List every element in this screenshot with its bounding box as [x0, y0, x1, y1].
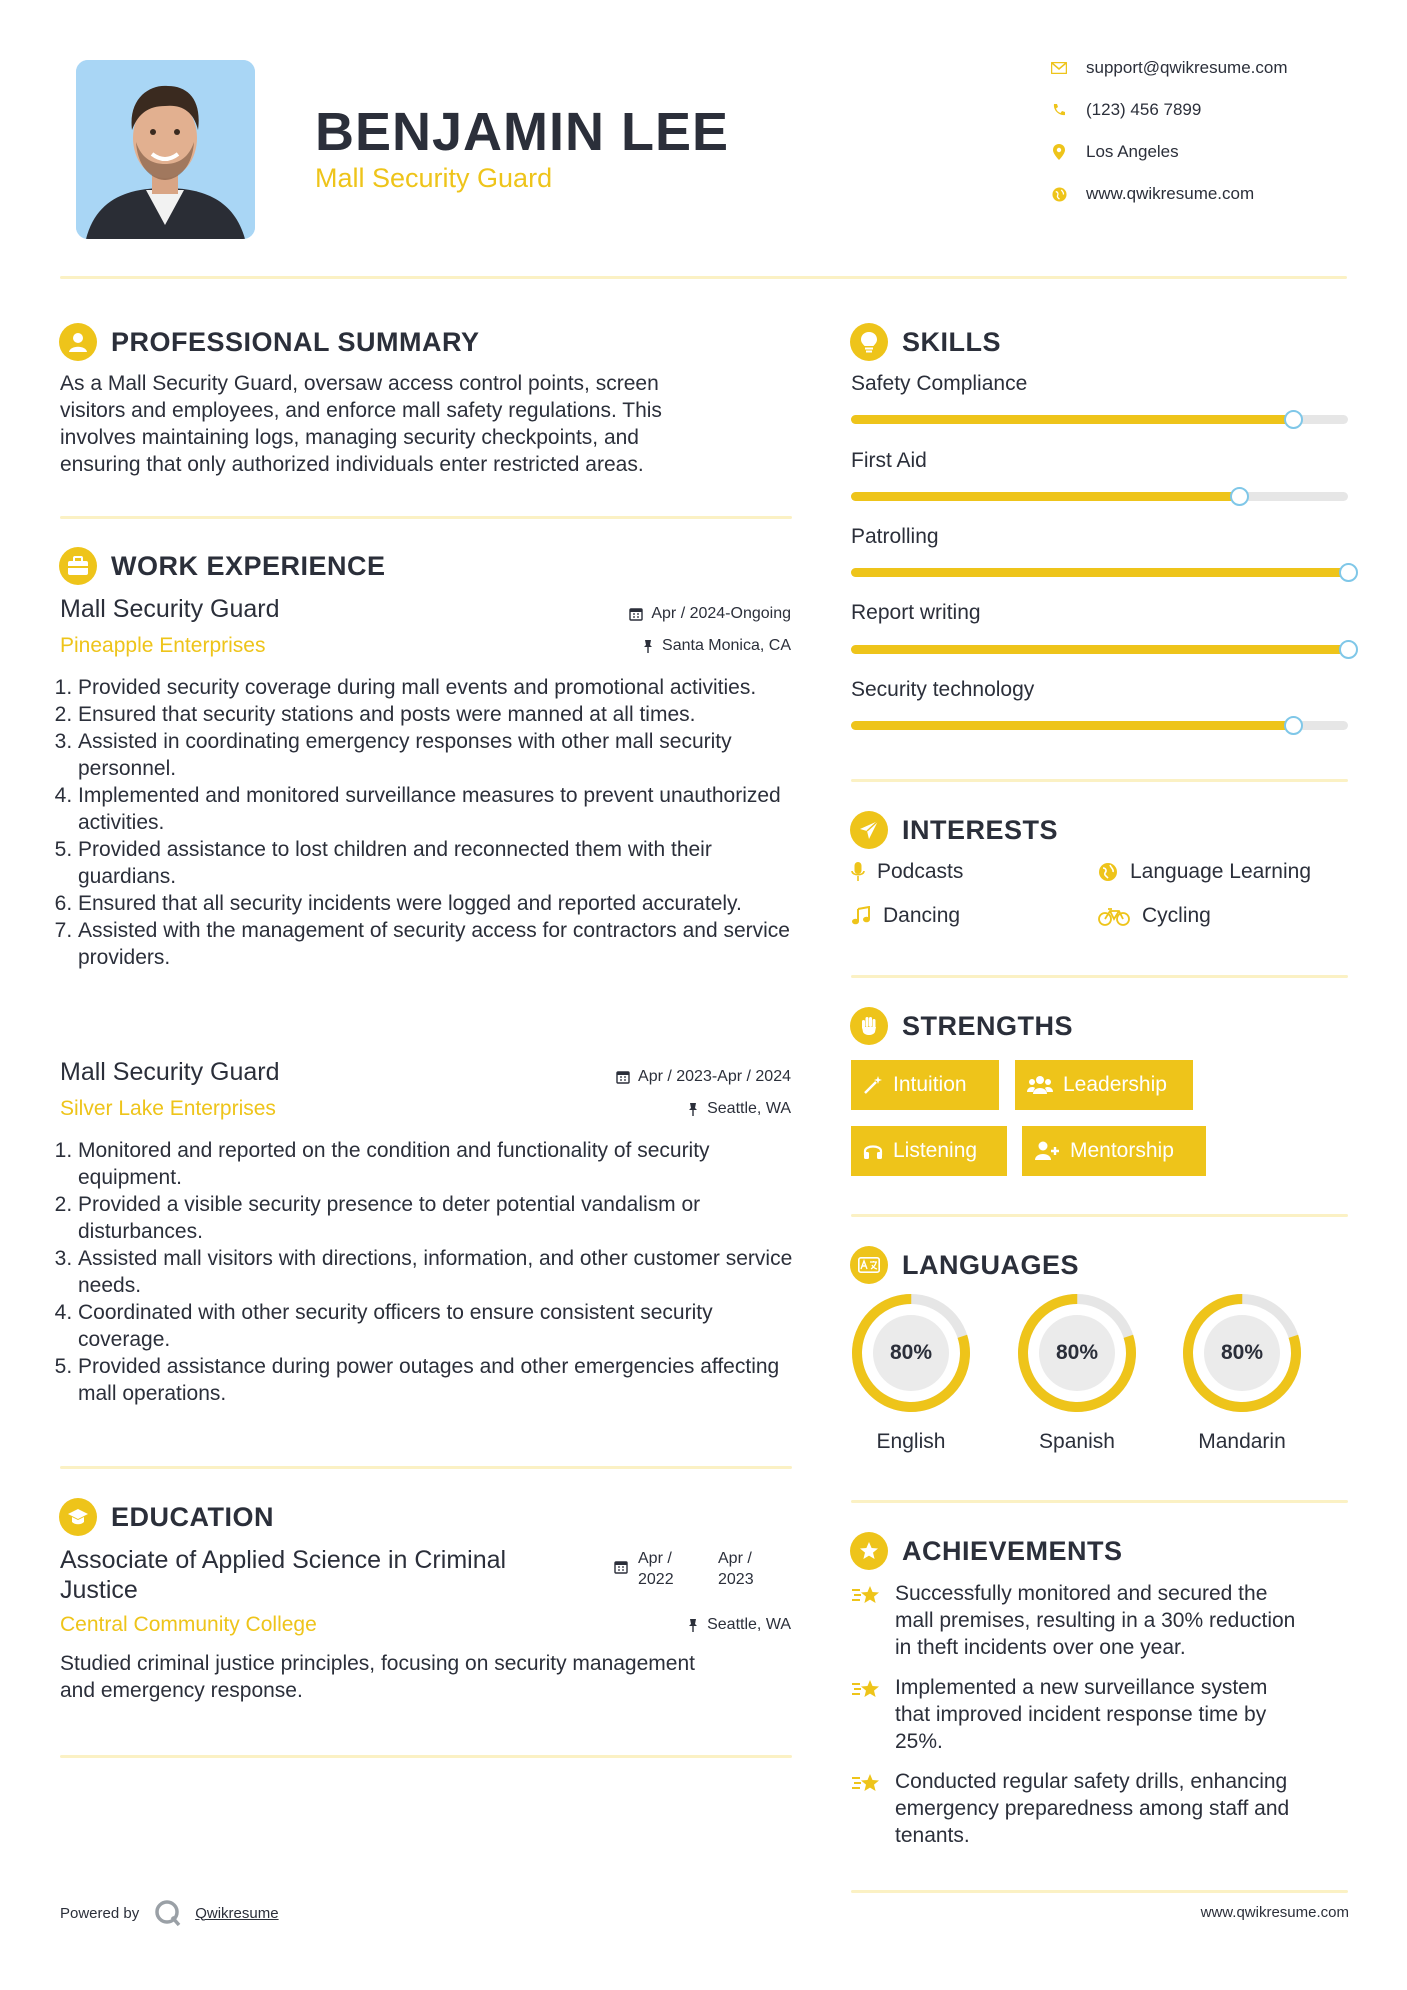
language-name: Spanish — [1039, 1430, 1115, 1453]
summary-title: PROFESSIONAL SUMMARY — [111, 326, 480, 357]
degree-line: Justice — [60, 1576, 138, 1604]
education-end-month: Apr / — [718, 1550, 752, 1567]
language-percent: 80% — [1055, 1341, 1099, 1364]
achievements-title: ACHIEVEMENTS — [902, 1535, 1123, 1566]
achievement-line: 25%. — [895, 1730, 943, 1753]
education-location-text: Seattle, WA — [707, 1616, 791, 1633]
skill-name: Patrolling — [851, 525, 939, 548]
language-ring — [1016, 1292, 1138, 1414]
achievement-text — [895, 1768, 1289, 1849]
contact-website[interactable] — [1050, 184, 1254, 204]
skill-bar-handle — [1284, 410, 1303, 429]
interests-heading — [850, 811, 1058, 849]
summary-heading — [59, 323, 480, 361]
duty-item: 4. Implemented and monitored surveillance measures to prevent unauthorized activities. — [78, 782, 810, 836]
duty-item: 1. Provided security coverage during mall events and promotional activities. — [78, 674, 810, 701]
star-badge-icon — [850, 1532, 888, 1570]
duty-item: 1. Monitored and reported on the condition and functionality of security equipment. — [78, 1137, 810, 1191]
job-dates — [629, 605, 791, 623]
user-plus-icon — [1034, 1141, 1060, 1161]
education-end — [718, 1548, 754, 1590]
interest-label: Language Learning — [1130, 860, 1312, 883]
skill-name: Safety Compliance — [851, 372, 1028, 395]
achievement-line: Conducted regular safety drills, enhancing — [895, 1770, 1288, 1793]
interests-title: INTERESTS — [902, 814, 1059, 845]
education-location — [687, 1616, 791, 1634]
duty-item: 3. Assisted mall visitors with directions, information, and other customer service needs. — [78, 1245, 810, 1299]
duty-item: 2. Provided a visible security presence to deter potential vandalism or disturbances. — [78, 1191, 810, 1245]
work-divider — [60, 1466, 792, 1469]
shooting-star-icon — [851, 1770, 883, 1796]
achievement-line: emergency preparedness among staff and — [895, 1797, 1290, 1820]
education-desc-line: Studied criminal justice principles, focusing on security management — [60, 1652, 695, 1675]
job-company: Pineapple Enterprises — [60, 634, 266, 657]
language-percent: 80% — [889, 1341, 933, 1364]
job-duties-list — [60, 674, 810, 971]
skill-bar-handle — [1339, 640, 1358, 659]
profile-photo — [76, 60, 255, 239]
footer-powered-by — [60, 1898, 279, 1928]
job-title: Mall Security Guard — [60, 1058, 280, 1086]
language-name: English — [876, 1430, 946, 1453]
education-heading — [59, 1498, 274, 1536]
languages-title: LANGUAGES — [902, 1249, 1080, 1280]
skill-bar-handle — [1230, 487, 1249, 506]
contact-website-text: www.qwikresume.com — [1086, 184, 1255, 203]
summary-line: As a Mall Security Guard, oversaw access control points, screen — [60, 372, 659, 395]
strengths-divider — [851, 1214, 1348, 1217]
skill-name: Report writing — [851, 601, 981, 624]
duty-item: 3. Assisted in coordinating emergency responses with other mall security personnel. — [78, 728, 810, 782]
language-name: Mandarin — [1198, 1430, 1286, 1453]
map-pin-icon — [1050, 143, 1068, 161]
headphones-icon — [863, 1141, 883, 1161]
calendar-icon — [616, 1070, 630, 1084]
summary-line: involves maintaining logs, managing security checkpoints, and — [60, 426, 639, 449]
envelope-icon — [1050, 59, 1068, 77]
strength-label: Intuition — [893, 1073, 967, 1096]
strength-tag — [851, 1126, 1007, 1176]
duty-item: 5. Provided assistance to lost children and reconnected them with their guardians. — [78, 836, 810, 890]
job-title: Mall Security Guard — [60, 595, 280, 623]
work-title: WORK EXPERIENCE — [111, 550, 386, 581]
duty-item: 2. Ensured that security stations and posts were manned at all times. — [78, 701, 810, 728]
summary-divider — [60, 516, 792, 519]
languages-heading — [850, 1246, 1079, 1284]
education-start-year: 2022 — [638, 1571, 674, 1588]
bicycle-icon — [1098, 906, 1130, 926]
contact-location-text: Los Angeles — [1086, 142, 1179, 161]
work-heading — [59, 547, 386, 585]
qwikresume-link[interactable]: Qwikresume — [195, 1904, 279, 1922]
strength-label: Mentorship — [1070, 1139, 1174, 1162]
achievement-text — [895, 1674, 1267, 1755]
pushpin-icon — [687, 1102, 699, 1116]
skill-bar-fill — [851, 492, 1239, 501]
achievement-line: tenants. — [895, 1824, 970, 1847]
languages-divider — [851, 1500, 1348, 1503]
summary-line: ensuring that only authorized individuals enter restricted areas. — [60, 453, 644, 476]
skill-bar-fill — [851, 721, 1293, 730]
summary-text — [60, 370, 800, 478]
shooting-star-icon — [851, 1582, 883, 1608]
footer-website[interactable]: www.qwikresume.com — [1200, 1904, 1349, 1921]
duty-item: 5. Provided assistance during power outages and other emergencies affecting mall operations. — [78, 1353, 810, 1407]
briefcase-icon — [59, 547, 97, 585]
globe-icon — [1050, 185, 1068, 203]
contact-location — [1050, 142, 1179, 162]
paper-plane-icon — [850, 811, 888, 849]
contact-email[interactable] — [1050, 58, 1288, 78]
job-location-text: Seattle, WA — [707, 1100, 791, 1117]
interest-label: Cycling — [1142, 904, 1211, 927]
achievement-line: Implemented a new surveillance system — [895, 1676, 1268, 1699]
interests-divider — [851, 975, 1348, 978]
achievement-item — [851, 1580, 1351, 1661]
lightbulb-icon — [850, 323, 888, 361]
strength-label: Leadership — [1063, 1073, 1167, 1096]
language-ring — [850, 1292, 972, 1414]
contact-phone[interactable] — [1050, 100, 1201, 120]
skill-bar — [851, 645, 1348, 654]
interest-item — [1098, 860, 1311, 884]
job-location — [642, 637, 791, 655]
interest-label: Dancing — [883, 904, 961, 927]
shooting-star-icon — [851, 1676, 883, 1702]
skills-divider — [851, 779, 1348, 782]
degree-title — [60, 1545, 620, 1605]
music-icon — [851, 906, 871, 926]
candidate-name: BENJAMIN LEE — [315, 102, 730, 162]
achievements-divider — [851, 1890, 1348, 1893]
skills-heading — [850, 323, 1001, 361]
achievement-line: Successfully monitored and secured the — [895, 1582, 1268, 1605]
duty-item: 4. Coordinated with other security officers to ensure consistent security coverage. — [78, 1299, 810, 1353]
skill-name: First Aid — [851, 449, 927, 472]
skill-bar — [851, 721, 1348, 730]
achievement-line: mall premises, resulting in a 30% reduction — [895, 1609, 1296, 1632]
job-dates — [616, 1068, 791, 1086]
interest-label: Podcasts — [877, 860, 964, 883]
magic-wand-icon — [863, 1075, 883, 1095]
strengths-heading — [850, 1007, 1073, 1045]
language-icon — [850, 1246, 888, 1284]
pushpin-icon — [687, 1618, 699, 1632]
job-dates-text: Apr / 2024-Ongoing — [651, 605, 791, 622]
education-description — [60, 1650, 800, 1704]
skill-bar — [851, 568, 1348, 577]
duty-item: 7. Assisted with the management of security access for contractors and service providers. — [78, 917, 810, 971]
interest-item — [851, 860, 963, 884]
interest-item — [851, 904, 960, 928]
skills-title: SKILLS — [902, 326, 1002, 357]
skill-name: Security technology — [851, 678, 1035, 701]
calendar-icon — [629, 607, 643, 621]
user-icon — [59, 323, 97, 361]
job-duties-list — [60, 1137, 810, 1407]
header-divider — [60, 276, 1347, 279]
language-ring — [1181, 1292, 1303, 1414]
education-divider — [60, 1755, 792, 1758]
education-dates — [614, 1548, 754, 1590]
powered-by-text: Powered by — [60, 1904, 140, 1922]
candidate-role: Mall Security Guard — [315, 163, 553, 193]
achievements-heading — [850, 1532, 1123, 1570]
job-dates-text: Apr / 2023-Apr / 2024 — [638, 1068, 791, 1085]
achievement-line: in theft incidents over one year. — [895, 1636, 1186, 1659]
interest-item — [1098, 904, 1211, 928]
job-company: Silver Lake Enterprises — [60, 1097, 276, 1120]
strength-tag — [1015, 1060, 1193, 1110]
pushpin-icon — [642, 639, 654, 653]
phone-icon — [1050, 101, 1068, 119]
summary-line: visitors and employees, and enforce mall safety regulations. This — [60, 399, 662, 422]
education-title: EDUCATION — [111, 1501, 274, 1532]
microphone-icon — [851, 862, 865, 882]
skill-bar — [851, 492, 1348, 501]
users-icon — [1027, 1075, 1053, 1095]
degree-line: Associate of Applied Science in Criminal — [60, 1546, 507, 1574]
language-percent: 80% — [1220, 1341, 1264, 1364]
duty-item: 6. Ensured that all security incidents were logged and reported accurately. — [78, 890, 810, 917]
skill-bar-handle — [1339, 563, 1358, 582]
skill-bar-handle — [1284, 716, 1303, 735]
education-start — [638, 1548, 708, 1590]
education-start-month: Apr / — [638, 1550, 672, 1567]
job-location-text: Santa Monica, CA — [662, 637, 791, 654]
contact-phone-text: (123) 456 7899 — [1086, 100, 1202, 119]
skill-bar-fill — [851, 415, 1293, 424]
achievement-item — [851, 1674, 1351, 1755]
strength-tag — [851, 1060, 999, 1110]
globe-icon — [1098, 862, 1118, 882]
strength-label: Listening — [893, 1139, 978, 1162]
strength-tag — [1022, 1126, 1206, 1176]
raised-fist-icon — [850, 1007, 888, 1045]
calendar-icon — [614, 1560, 628, 1574]
education-desc-line: and emergency response. — [60, 1679, 303, 1702]
strengths-title: STRENGTHS — [902, 1010, 1074, 1041]
achievement-item — [851, 1768, 1351, 1849]
achievement-text — [895, 1580, 1295, 1661]
skill-bar — [851, 415, 1348, 424]
skill-bar-fill — [851, 568, 1348, 577]
qwikresume-logo-icon — [153, 1898, 183, 1928]
school-name: Central Community College — [60, 1613, 317, 1636]
achievement-line: that improved incident response time by — [895, 1703, 1267, 1726]
job-location — [687, 1100, 791, 1118]
contact-email-text: support@qwikresume.com — [1086, 58, 1288, 77]
skill-bar-fill — [851, 645, 1348, 654]
graduation-cap-icon — [59, 1498, 97, 1536]
education-end-year: 2023 — [718, 1571, 754, 1588]
